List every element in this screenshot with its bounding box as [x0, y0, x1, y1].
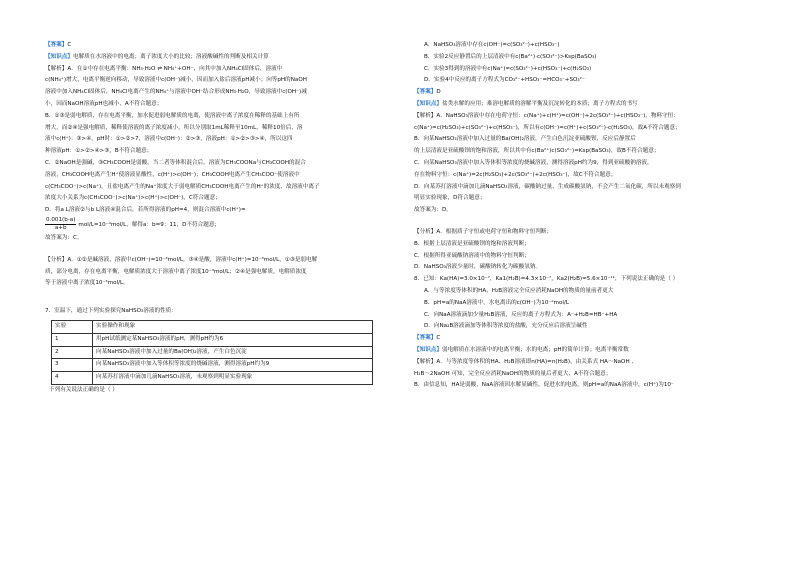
right-column — [414, 40, 759, 392]
fraction — [45, 217, 76, 232]
question-8-option: B．pH=a的NaA溶液中，水电离出的c(OH⁻)为10⁻ᵃmol/L — [424, 299, 569, 306]
analysis-line: 的上层清液是亚硫酸钡的饱和溶液，所以其中有c(Ba²⁺)c(SO₃²⁻)=Ksp(BaSO₃)，故B不符合题意； — [414, 148, 660, 155]
analysis-line: B．由信息知，HA是弱酸，NaA溶液因水解显碱性，促进水的电离，则pH=a的NaA溶液中，c(H⁺)为10⁻ — [414, 382, 674, 389]
summary-line: 等于溶液中离子浓度10⁻³mol/L。 — [45, 280, 129, 287]
knowledge-tag: 【知识点】 — [45, 53, 73, 60]
summary-line: 质，部分电离，存在电离平衡，电解质浓度大于溶液中离子浓度10⁻³mol/L；②④是强电解质，电解质浓度 — [45, 268, 307, 275]
table-cell: 向某NaHSO₃溶液中加入过量的Ba(OH)₂溶液，产生白色沉淀 — [93, 346, 373, 359]
table-cell: 2 — [52, 346, 93, 359]
options-block — [414, 40, 759, 87]
table-cell: 用pH试纸测定某NaHSO₃溶液的pH，测得pH约为6 — [93, 333, 373, 346]
analysis-block — [414, 357, 759, 392]
answer-value: C — [67, 42, 72, 48]
analysis-line: 明显实验现象，D符合题意； — [414, 195, 486, 202]
answer-line — [414, 87, 759, 99]
answer-tag: 【答案】 — [414, 335, 437, 342]
table-header-cell: 实验操作和现象 — [93, 320, 373, 333]
table-header-cell: 实验 — [52, 320, 93, 333]
knowledge-tag: 【知识点】 — [414, 346, 442, 353]
option-line: C．实验3得到的溶液中有c(Na⁺)=c(SO₃²⁻)+c(HSO₃⁻)+c(H₂SO₃) — [424, 65, 592, 72]
analysis-line: 【解析】A．NaHSO₃溶液中存在电荷守恒：c(Na⁺)+c(H⁺)=c(OH⁻)+2c(SO₃²⁻)+c(HSO₃⁻)，物料守恒： — [414, 112, 679, 119]
table-cell: 向某苏打溶液中滴加几滴NaHSO₃溶液，未观察到明显实验现象 — [93, 372, 373, 385]
analysis-line: 溶液，CH₃COOH电离产生H⁺使溶液显酸性，c(H⁺)>c(OH⁻)；CH₃COOH电离产生CH₃COO⁻使溶液中 — [45, 171, 300, 178]
analysis-line: 故答案为：D。 — [414, 207, 452, 214]
fraction-numerator: 0.001(b-a) — [46, 216, 76, 223]
knowledge-text: 电解质在水溶液中的电离；离子浓度大小的比较；溶液酸碱性的判断及相关计算 — [72, 53, 269, 60]
fraction-denominator: a+b — [54, 224, 67, 231]
question-8-option: C．向NaA溶液滴加少量H₂B溶液，反应的离子方程式为：A⁻+H₂B=HB⁻+HA — [424, 311, 618, 318]
analysis-line: C．向某NaHSO₃溶液中加入等体积等浓度的烧碱溶液，测得溶液pH约为9，得到亚硫酸钠溶液， — [414, 159, 653, 166]
question-8-block — [414, 274, 759, 333]
question-8-option: A．与等浓度等体积的HA、H₂B溶液完全反应消耗NaOH的物质的量前者更大 — [424, 287, 614, 294]
answer-value: C — [436, 335, 441, 342]
table-cell: 向某NaHSO₃溶液中加入等体积等浓度的烧碱溶液，测得溶液pH约为9 — [93, 359, 373, 372]
answer-tag: 【答案】 — [414, 89, 437, 96]
knowledge-text: 盐类水解的应用；难溶电解质的溶解平衡及沉淀转化的本质；离子方程式的书写 — [441, 100, 638, 107]
option-line: D．实验4中反应的离子方程式为CO₃²⁻+HSO₃⁻=HCO₃⁻+SO₃²⁻ — [424, 77, 585, 84]
table-cell: 3 — [52, 359, 93, 372]
analysis-line: c(Na⁺)=c(H₂SO₃)+c(SO₃²⁻)+c(HSO₃⁻)，所以有c(OH⁻)=c(H⁺)+c(SO₃²⁻)-c(H₂SO₃)，故A不符合题意； — [414, 124, 681, 131]
table-cell: 4 — [52, 372, 93, 385]
analysis-line: 浓度大小关系为c(CH₃COO⁻)>c(Na⁺)>c(H⁺)>c(OH⁻)，C符合题意； — [45, 195, 221, 202]
analysis-line: 小，因而NaOH溶液pH也减小，A不符合题意； — [45, 100, 163, 107]
analysis-line: H₂B～2NaOH 可知，完全反应消耗NaOH的物质的量后者更大，A不符合题意； — [414, 370, 612, 377]
analysis-line: 种溶液pH：①>②>④>③，B不符合题意； — [45, 148, 153, 155]
choice-line: 故答案为：C。 — [45, 234, 83, 241]
option-line: B．实验2反应静置后的上层清液中有c(Ba²⁺)·c(SO₃²⁻)>Ksp(BaSO₃) — [424, 53, 597, 60]
question-7-stem: 7．室温下，通过下列实验探究NaHSO₃溶液的性质： — [45, 308, 177, 315]
question-8-stem: 8．已知：Ka(HA)=3.0×10⁻⁷，Ka1(H₂B)=4.3×10⁻⁷，Ka2(H₂B)=5.6×10⁻¹¹，下列说法正确的是（ ） — [414, 276, 679, 283]
knowledge-tag: 【知识点】 — [414, 100, 442, 107]
summary-line: 【分析】A．根据质子守恒或电荷守恒和物料守恒判断； — [414, 228, 553, 235]
analysis-line: 增大，而②④是强电解质，稀释使溶液的离子浓度减小，所以分别取1mL稀释至10mL，稀释10倍后，溶 — [45, 124, 303, 131]
analysis-block — [45, 64, 388, 245]
formula-line — [45, 217, 388, 233]
summary-line: C．根据所得亚硫酸钠溶液中的物料守恒判断； — [414, 252, 530, 259]
analysis-line: c(NH₄⁺)增大，电离平衡逆向移动，导致溶液中c(OH⁻)减小，因而加入盐后溶液pH减小；向等pH的NaOH — [45, 77, 307, 84]
analysis-line: 【解析】A．在①中存在电离平衡：NH₃·H₂O ⇌ NH₄⁺+OH⁻，向其中加入NH₄Cl固体后，溶液中 — [45, 65, 283, 72]
answer-line — [414, 333, 759, 345]
analysis-line: B．向某NaHSO₃溶液中加入过量的Ba(OH)₂溶液，产生白色沉淀亚硫酸钡，反应后静置后 — [414, 136, 636, 143]
knowledge-text: 弱电解质在水溶液中的电离平衡；水的电离；pH的简单计算；电离平衡常数 — [441, 346, 629, 353]
summary-line: D．NaHSO₃溶液少量时，碳酸钠转化为碳酸氢钠。 — [414, 264, 542, 271]
analysis-line: 溶液中加入NH₄Cl固体后，NH₄Cl电离产生的NH₄⁺与溶液中OH⁻结合形成NH₃·H₂O，导致溶液中c(OH⁻)减 — [45, 89, 307, 96]
analysis-line: 【解析】A．与等浓度等体积的HA、H₂B溶液即n(HA)=n(H₂B)，由关系式 HA～NaOH 、 — [414, 358, 638, 365]
question-7-ask: 下列有关说法正确的是（ ） — [49, 386, 118, 393]
analysis-block — [414, 111, 759, 217]
analysis-line: D．将a L溶液②与b L溶液④混合后，若所得溶液的pH=4，则混合溶液中c(H⁺)= — [45, 207, 246, 214]
analysis-line: c(CH₃COO⁻)>c(Na⁺)，且盐电离产生的Na⁺浓度大于弱电解质CH₃COOH电离产生的H⁺的浓度，故溶液中离子 — [45, 183, 320, 190]
answer-line — [45, 40, 388, 52]
table-row — [52, 372, 373, 385]
summary-line: 【分析】A．①②是碱溶液，溶液中c(OH⁻)=10⁻³mol/L，③④是酸，溶液中c(H⁺)=10⁻³mol/L，①③是弱电解 — [45, 256, 318, 263]
spacer — [45, 290, 388, 300]
formula-rest: mol/L=10⁻⁴mol/L，解得a：b=9：11，D不符合题意； — [78, 221, 221, 228]
table-header-row — [52, 320, 373, 333]
answer-tag: 【答案】 — [45, 42, 68, 48]
spacer — [414, 217, 759, 227]
analysis-summary-block — [45, 255, 388, 290]
table-row — [52, 359, 373, 372]
table-row — [52, 333, 373, 346]
knowledge-line — [45, 52, 388, 64]
knowledge-line — [414, 345, 759, 357]
analysis-line: B．①③是弱电解质，存在电离平衡，加水促进弱电解质的电离，使溶液中离子浓度在稀释的基础上有所 — [45, 112, 300, 119]
option-line: A．NaHSO₃溶液中存在c(OH⁻)=c(SO₃²⁻)+c(HSO₃⁻) — [424, 42, 560, 48]
analysis-line: 液中c(H⁺)：③>④，pH时：①>②>7，溶液中c(OH⁻)：②>③，溶液pH：①>②>③>④，所以这四 — [45, 136, 293, 143]
table-cell: 1 — [52, 333, 93, 346]
analysis-line: C．②NaOH是强碱，③CH₃COOH是弱酸，当二者等体积混合后，溶液为CH₃COONa与CH₃COOH的混合 — [45, 159, 306, 166]
spacer — [45, 245, 388, 255]
question-8-option: D．向Na₂B溶液滴加等体积等浓度的盐酸，充分反应后溶液呈碱性 — [424, 323, 588, 330]
knowledge-line — [414, 99, 759, 111]
analysis-line: 存在物料守恒：c(Na⁺)=2c(H₂SO₃)+2c(SO₃²⁻)+2c(HSO₃⁻)，故C不符合题意； — [414, 171, 617, 178]
table-row — [52, 346, 373, 359]
summary-line: B．根据上层清液是亚硫酸钡的饱和溶液判断； — [414, 240, 530, 247]
analysis-line: D．向某苏打溶液中滴加几滴NaHSO₃溶液，碳酸钠过量，生成碳酸氢钠，不会产生二氧化碳，所以未观察到 — [414, 183, 681, 190]
experiment-table — [51, 320, 373, 385]
left-column — [45, 40, 388, 397]
answer-value: D — [436, 89, 441, 96]
analysis-summary-block — [414, 227, 759, 274]
